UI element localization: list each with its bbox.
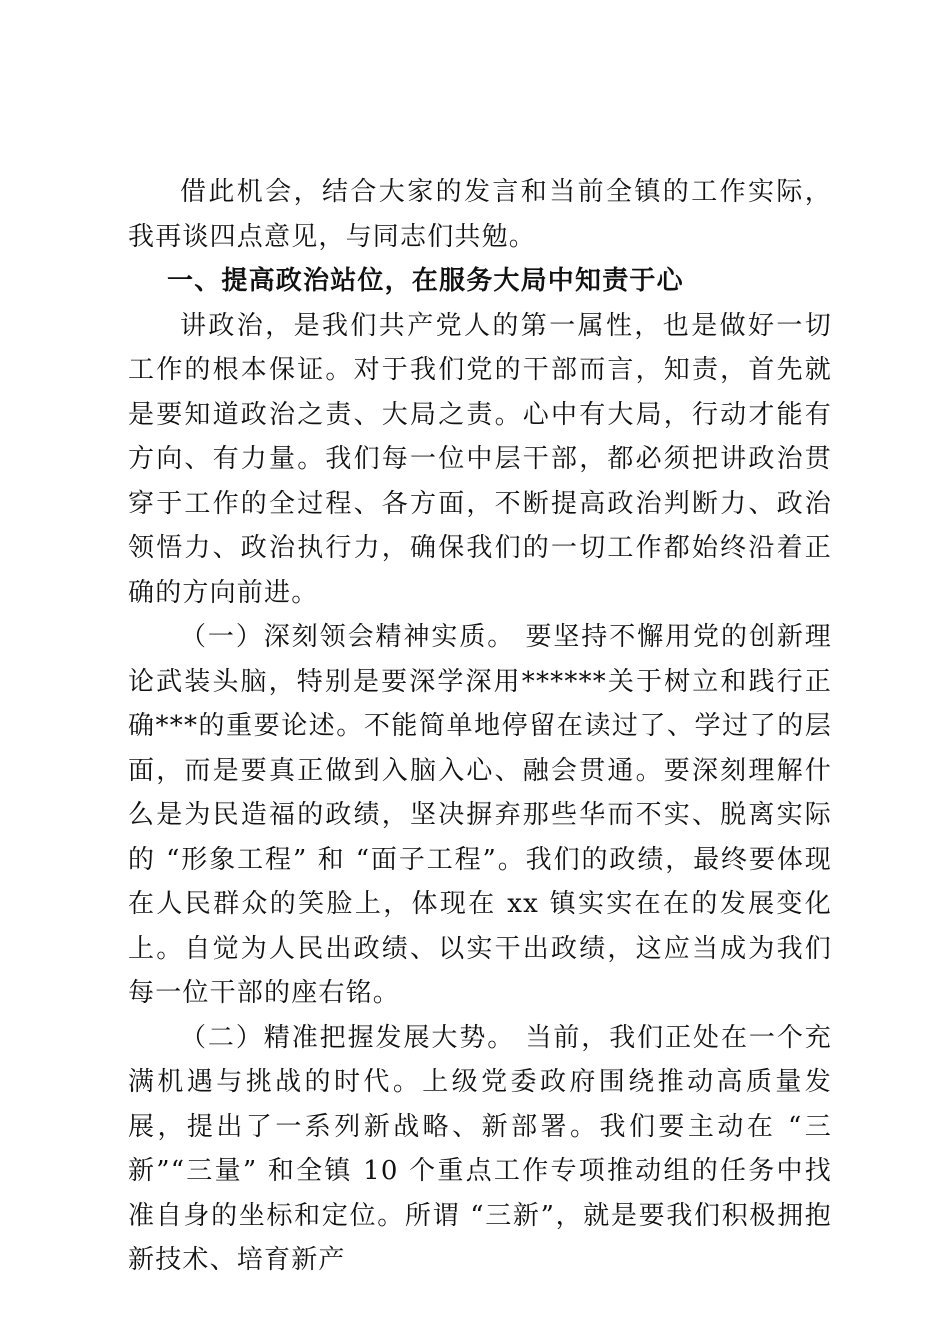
subsection-1-title: （一）深刻领会精神实质。 xyxy=(180,622,516,652)
subsection-1-body: 要坚持不懈用党的创新理论武装头脑，特别是要深学深用******关于树立和践行正确***的重要论述。不能简单地停留在读过了、学过了的层面，而是要真正做到入脑入心、融会贯通。要深刻理解什么是为民造福的政绩，坚决摒弃那些华而不实、脱离实际的 “形象工程” 和 “面子工程”。我们的政绩，最终要体现在人民群众的笑脸上，体现在 xx 镇实实在在的发展变化上。自觉为人民出政绩、以实干出政绩，这应当成为我们每一位干部的座右铭。 xyxy=(128,622,832,1008)
intro-paragraph: 借此机会，结合大家的发言和当前全镇的工作实际，我再谈四点意见，与同志们共勉。 xyxy=(128,177,832,252)
subsection-2-title: （二）精准把握发展大势。 xyxy=(180,1022,516,1053)
document-body xyxy=(128,170,832,1283)
subsection-2-body: 当前，我们正处在一个充满机遇与挑战的时代。上级党委政府围绕推动高质量发展，提出了一系列新战略、新部署。我们要主动在 “三新”“三量” 和全镇 10 个重点工作专项推动组的任务中找准自身的坐标和定位。所谓 “三新”，就是要我们积极拥抱新技术、培育新产 xyxy=(128,1022,832,1275)
subsection-1-paragraph xyxy=(128,615,832,1016)
subsection-2-paragraph xyxy=(128,1016,832,1283)
section-heading-1: 一、提高政治站位，在服务大局中知责于心 xyxy=(167,266,684,296)
section-1-paragraph: 讲政治，是我们共产党人的第一属性，也是做好一切工作的根本保证。对于我们党的干部而言，知责，首先就是要知道政治之责、大局之责。心中有大局，行动才能有方向、有力量。我们每一位中层干部，都必须把讲政治贯穿于工作的全过程、各方面，不断提高政治判断力、政治领悟力、政治执行力，确保我们的一切工作都始终沿着正确的方向前进。 xyxy=(128,310,832,608)
